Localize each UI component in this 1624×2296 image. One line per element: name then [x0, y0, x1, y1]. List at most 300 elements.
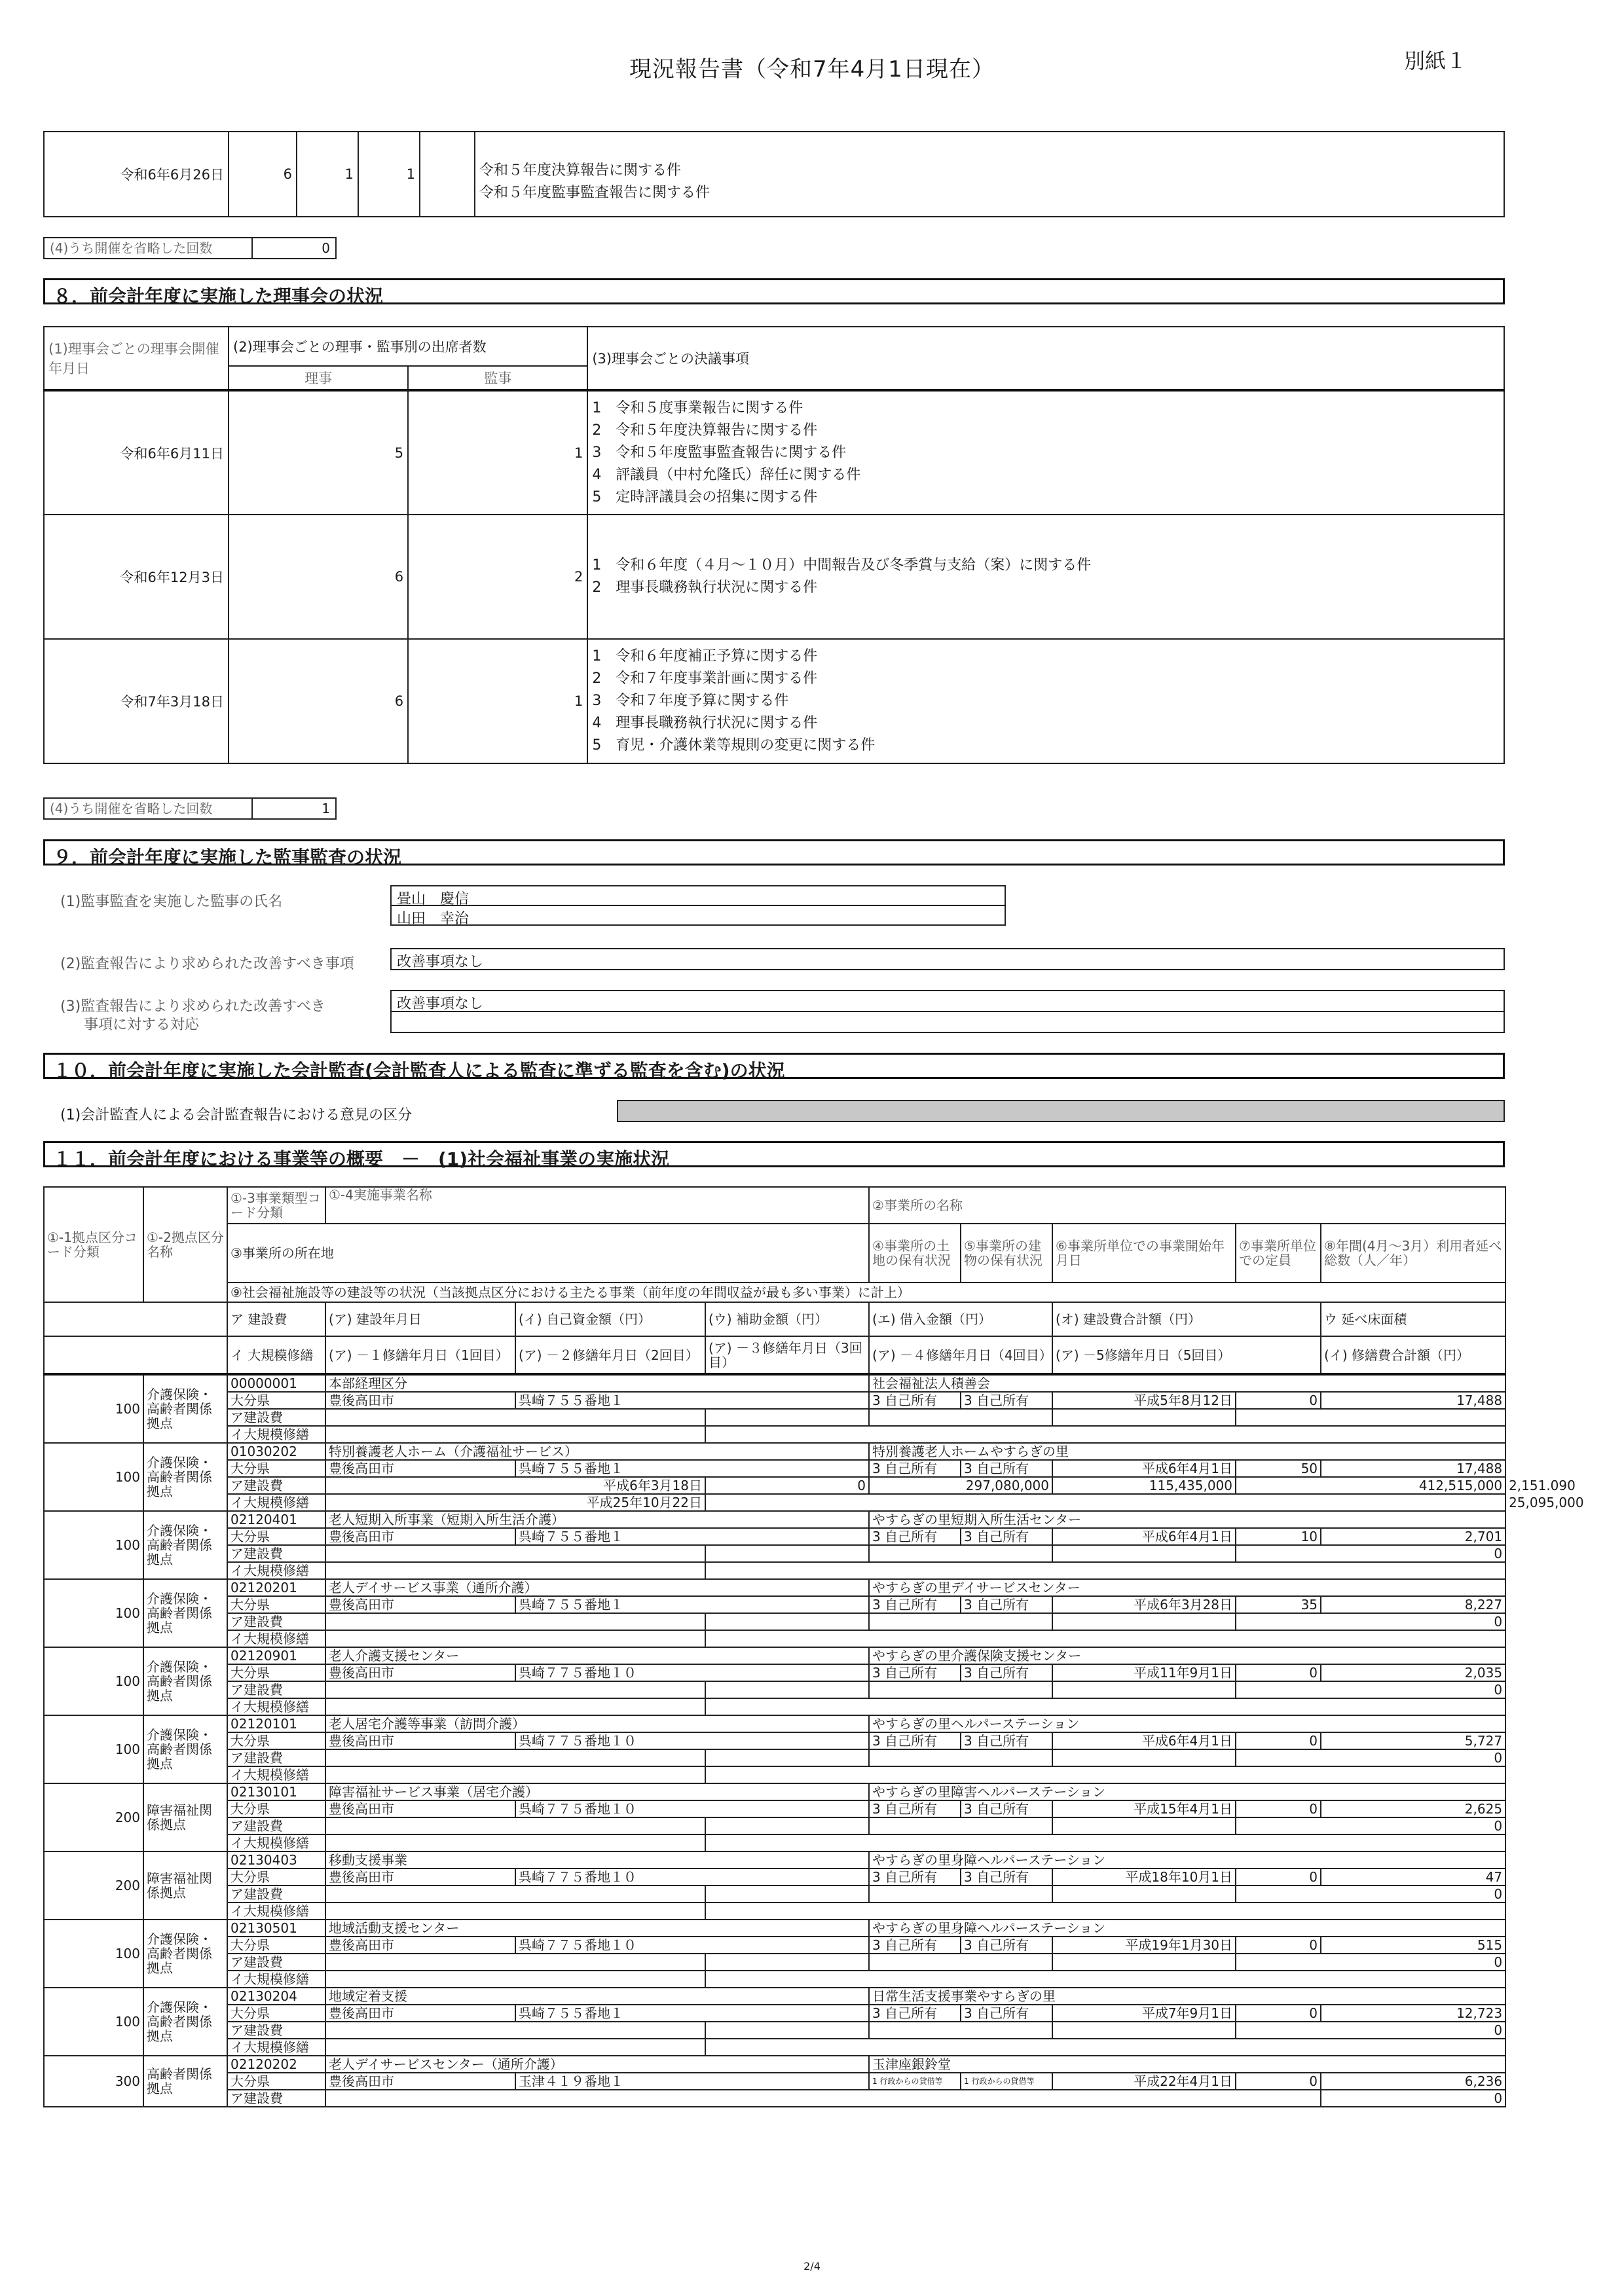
h-c3: ①-3事業類型コード分類	[227, 1187, 325, 1224]
row-users: 5,727	[1321, 1732, 1505, 1749]
sec8-table	[43, 326, 1505, 764]
row-users: 515	[1321, 1937, 1505, 1954]
sec8-item: 5 育児・介護休業等規則の変更に関する件	[592, 737, 876, 754]
row-bldg: 3 自己所有	[961, 1800, 1052, 1817]
row-a-sub	[869, 1749, 1052, 1766]
page-title: 現況報告書（令和7年4月1日現在）	[629, 56, 995, 82]
last-a-total: 0	[1321, 2090, 1505, 2107]
row-a-sub	[869, 1545, 1052, 1562]
row-land: 3 自己所有	[869, 1937, 961, 1954]
last-cc: 300	[44, 2056, 143, 2107]
row-sub-b: イ大規模修繕	[227, 1903, 325, 1920]
row-sub-b: イ大規模修繕	[227, 1834, 325, 1851]
row-a-self	[705, 1749, 869, 1766]
row-city: 豊後高田市	[325, 2005, 515, 2022]
row-office: 日常生活支援事業やすらぎの里	[869, 1988, 1505, 2005]
row-b-blank	[705, 1834, 1505, 1851]
row-b-date	[325, 1903, 705, 1920]
row-sub-b: イ大規模修繕	[227, 1562, 325, 1579]
last-blank	[325, 2090, 1321, 2107]
last-pref: 大分県	[227, 2073, 325, 2090]
row-b-date	[325, 1630, 705, 1647]
page-number: 2/4	[803, 2260, 821, 2272]
last-sub-a: ア建設費	[227, 2090, 325, 2107]
row-land: 3 自己所有	[869, 1732, 961, 1749]
row-pref: 大分県	[227, 1732, 325, 1749]
h-c2: ①-2拠点区分名称	[143, 1187, 227, 1302]
row-sub-b: イ大規模修繕	[227, 1698, 325, 1715]
row-code: 02120901	[227, 1647, 325, 1664]
row-a-self	[705, 1409, 869, 1426]
h-b6: (ア) －5修繕年月日（5回目）	[1052, 1336, 1321, 1374]
row-a-loan	[1052, 1749, 1236, 1766]
row-cc: 200	[44, 1783, 143, 1851]
row-a-sub	[869, 1817, 1052, 1834]
row-city: 豊後高田市	[325, 1732, 515, 1749]
row-biz: 老人居宅介護等事業（訪問介護）	[325, 1715, 869, 1732]
row-cn: 介護保険・高齢者関係拠点	[143, 1920, 227, 1988]
row-office: やすらぎの里身障ヘルパーステーション	[869, 1920, 1505, 1937]
sec7-items	[475, 132, 1504, 217]
row-a-self	[705, 1681, 869, 1698]
sec8-row-kanji: 1	[408, 390, 587, 515]
h-a2: (ア) 建設年月日	[325, 1302, 515, 1336]
sec8-row-items	[587, 515, 1504, 639]
row-bldg: 3 自己所有	[961, 1528, 1052, 1545]
row-biz: 老人デイサービス事業（通所介護）	[325, 1579, 869, 1596]
row-a-loan	[1052, 2022, 1236, 2039]
row-a-total: 0	[1236, 1545, 1505, 1562]
row-pref: 大分県	[227, 1528, 325, 1545]
h-a7: ウ 延べ床面積	[1321, 1302, 1505, 1336]
row-users: 2,701	[1321, 1528, 1505, 1545]
row-pref: 大分県	[227, 1596, 325, 1613]
sec8-row-date: 令和7年3月18日	[44, 639, 229, 763]
row-biz: 特別養護老人ホーム（介護福祉サービス）	[325, 1443, 869, 1460]
row-cc: 100	[44, 1647, 143, 1715]
row-start: 平成6年3月28日	[1052, 1596, 1236, 1613]
row-code: 02130101	[227, 1783, 325, 1800]
row-land: 3 自己所有	[869, 2005, 961, 2022]
sec8-h1: (1)理事会ごとの理事会開催年月日	[44, 327, 229, 390]
sec10-title: １０．前会計年度に実施した会計監査(会計監査人による監査に準ずる監査を含む)の状況	[43, 1053, 1505, 1079]
row-users: 12,723	[1321, 2005, 1505, 2022]
sec7-omit-label: (4)うち開催を省略した回数	[43, 237, 253, 259]
row-a-sub: 297,080,000	[869, 1477, 1052, 1494]
row-a-date	[325, 1409, 705, 1426]
row-a-date	[325, 1613, 705, 1630]
row-sub-a: ア建設費	[227, 2022, 325, 2039]
row-cap: 0	[1236, 1392, 1321, 1409]
row-biz: 移動支援事業	[325, 1851, 869, 1868]
sec8-item: 2 令和７年度事業計画に関する件	[592, 670, 818, 687]
row-a-self	[705, 1817, 869, 1834]
row-users: 47	[1321, 1868, 1505, 1886]
row-start: 平成11年9月1日	[1052, 1664, 1236, 1681]
row-addr: 呉崎７７５番地１０	[515, 1868, 869, 1886]
row-cn: 介護保険・高齢者関係拠点	[143, 1715, 227, 1783]
row-addr: 呉崎７５５番地１	[515, 1392, 869, 1409]
sec9-l3a: (3)監査報告により求められた改善すべき	[60, 998, 325, 1015]
row-office: やすらぎの里身障ヘルパーステーション	[869, 1851, 1505, 1868]
row-sub-b: イ大規模修繕	[227, 1971, 325, 1988]
sec11-table	[43, 1186, 1584, 2107]
row-bldg: 3 自己所有	[961, 1664, 1052, 1681]
row-sub-a: ア建設費	[227, 1409, 325, 1426]
row-biz: 地域定着支援	[325, 1988, 869, 2005]
last-city: 豊後高田市	[325, 2073, 515, 2090]
row-a-total: 0	[1236, 1817, 1505, 1834]
row-a-loan	[1052, 1681, 1236, 1698]
row-land: 3 自己所有	[869, 1460, 961, 1477]
h-a5: (エ) 借入金額（円）	[869, 1302, 1052, 1336]
row-b-blank	[705, 1766, 1505, 1783]
row-pref: 大分県	[227, 1868, 325, 1886]
sec8-item: 1 令和６年度（４月～１０月）中間報告及び冬季賞与支給（案）に関する件	[592, 557, 1092, 574]
row-biz: 老人介護支援センター	[325, 1647, 869, 1664]
h-c4: ①-4実施事業名称	[325, 1187, 869, 1224]
row-a-self: 0	[705, 1477, 869, 1494]
row-biz: 障害福祉サービス事業（居宅介護）	[325, 1783, 869, 1800]
row-b-blank	[705, 1494, 1505, 1511]
sec9-v2: 改善事項なし	[390, 948, 1505, 970]
row-cn: 介護保険・高齢者関係拠点	[143, 1443, 227, 1511]
row-code: 02120101	[227, 1715, 325, 1732]
row-sub-b: イ大規模修繕	[227, 2039, 325, 2056]
row-cc: 100	[44, 1443, 143, 1511]
sec7-n3: 1	[358, 132, 420, 217]
h-a3: (イ) 自己資金額（円）	[515, 1302, 705, 1336]
sec10-v1	[617, 1100, 1505, 1122]
h-a4: (ウ) 補助金額（円）	[705, 1302, 869, 1336]
last-code: 02120202	[227, 2056, 325, 2073]
row-a-date	[325, 1817, 705, 1834]
row-a-sub	[869, 1613, 1052, 1630]
sec8-row-items	[587, 390, 1504, 515]
row-city: 豊後高田市	[325, 1664, 515, 1681]
row-biz: 地域活動支援センター	[325, 1920, 869, 1937]
row-b-date: 平成25年10月22日	[325, 1494, 705, 1511]
h-a1: ア 建設費	[227, 1302, 325, 1336]
row-sub-a: ア建設費	[227, 1817, 325, 1834]
row-a-loan	[1052, 1409, 1236, 1426]
row-a-total: 0	[1236, 1681, 1505, 1698]
sec8-item: 1 令和５度事業報告に関する件	[592, 399, 803, 416]
row-cap: 0	[1236, 1937, 1321, 1954]
row-a-total: 0	[1236, 1749, 1505, 1766]
row-sub-b: イ大規模修繕	[227, 1426, 325, 1443]
sec8-row-kanji: 1	[408, 639, 587, 763]
sec7-blank	[420, 132, 475, 217]
row-sub-a: ア建設費	[227, 1613, 325, 1630]
sec9-l2: (2)監査報告により求められた改善すべき事項	[60, 956, 354, 972]
last-bldg: 1 行政からの貸借等	[961, 2073, 1052, 2090]
h-b7: (イ) 修繕費合計額（円）	[1321, 1336, 1505, 1374]
sec8-h2a: 理事	[229, 366, 408, 390]
h-c12: ⑨社会福祉施設等の建設等の状況（当該拠点区分における主たる事業（前年度の年間収益が最も多い事業）に計上）	[227, 1283, 1505, 1302]
row-cn: 介護保険・高齢者関係拠点	[143, 1647, 227, 1715]
row-office: やすらぎの里短期入所生活センター	[869, 1511, 1505, 1528]
sec8-omit	[43, 797, 337, 820]
row-cc: 100	[44, 1715, 143, 1783]
row-cn: 障害福祉関係拠点	[143, 1851, 227, 1920]
last-start: 平成22年4月1日	[1052, 2073, 1236, 2090]
row-sub-b: イ大規模修繕	[227, 1766, 325, 1783]
sec8-row-kanji: 2	[408, 515, 587, 639]
row-cap: 0	[1236, 1732, 1321, 1749]
row-start: 平成19年1月30日	[1052, 1937, 1236, 1954]
sec8-item: 2 令和５年度決算報告に関する件	[592, 422, 818, 439]
row-cap: 10	[1236, 1528, 1321, 1545]
row-cc: 100	[44, 1511, 143, 1579]
sec8-item: 2 理事長職務執行状況に関する件	[592, 579, 818, 596]
row-a-date	[325, 1749, 705, 1766]
row-land: 3 自己所有	[869, 1596, 961, 1613]
h-c9: ⑥事業所単位での事業開始年月日	[1052, 1224, 1236, 1283]
last-addr: 玉津４１９番地１	[515, 2073, 869, 2090]
annex-label: 別紙１	[1403, 48, 1467, 73]
row-a-self	[705, 2022, 869, 2039]
sec11-body: 100 介護保険・高齢者関係拠点 00000001 本部経理区分 社会福祉法人積善会 大分県 豊後高田市 呉崎７５５番地１ 3 自己所有 3 自己所有 平成5年8月12日 0 17,488 ア建設費 イ大規模修繕 100 介護保険・高齢者関係拠点 01030202 特別養護老人ホーム（介護福祉サービス） 特別養護老人ホームやすらぎの里 大分県 豊後高田市 呉崎７５５番地１ 3 自己所有 3 自己所有 平成6年4月1日 50 17,488 ア建設費 平成6年3月18日 0 297,080,000 115,435,000 412,515,000 2,151.090 イ大規模修繕 平成25年10月22日 25,095,000 100 介護保険・高齢者関係拠点 02120401 老人短期入所事業（短期入所生活介護） やすらぎの里短期入所生活センター 大分県 豊後高田市 呉崎７５５番地１ 3 自己所有 3 自己所有 平成6年4月1日 10 2,701 ア建設費 0 イ大規模修繕 100 介護保険・高齢者関係拠点 02120201 老人デイサービス事業（通所介護） やすらぎの里デイサービスセンター 大分県 豊後高田市 呉崎７５５番地１ 3 自己所有 3 自己所有 平成6年3月28日 35 8,227 ア建設費 0 イ大規模修繕 100 介護保険・高齢者関係拠点 02120901 老人介護支援センター やすらぎの里介護保険支援センター 大分県 豊後高田市 呉崎７７５番地１０ 3 自己所有 3 自己所有 平成11年9月1日 0 2,035 ア建設費 0 イ大規模修繕 100 介護保険・高齢者関係拠点 02120101 老人居宅介護等事業（訪問介護） やすらぎの里ヘルパーステーション 大分県 豊後高田市 呉崎７７５番地１０ 3 自己所有 3 自己所有 平成6年4月1日 0 5,727 ア建設費 0 イ大規模修繕 200 障害福祉関係拠点 02130101 障害福祉サービス事業（居宅介護） やすらぎの里障害ヘルパーステーション 大分県 豊後高田市 呉崎７７５番地１０ 3 自己所有 3 自己所有 平成15年4月1日 0 2,625 ア建設費 0 イ大規模修繕 200 障害福祉関係拠点 02130403 移動支援事業 やすらぎの里身障ヘルパーステーション 大分県 豊後高田市 呉崎７７５番地１０ 3 自己所有 3 自己所有 平成18年10月1日 0 47 ア建設費 0 イ大規模修繕 100 介護保険・高齢者関係拠点 02130501 地域活動支援センター やすらぎの里身障ヘルパーステーション 大分県 豊後高田市 呉崎７７５番地１０ 3 自己所有 3 自己所有 平成19年1月30日 0 515 ア建設費 0 イ大規模修繕 100 介護保険・高齢者関係拠点 02130204 地域定着支援 日常生活支援事業やすらぎの里 大分県 豊後高田市 呉崎７５５番地１ 3 自己所有 3 自己所有 平成7年9月1日 0 12,723 ア建設費 0 イ大規模修繕	[44, 1374, 1505, 2056]
sec8-item: 3 令和７年度予算に関する件	[592, 693, 789, 709]
row-b-blank	[705, 1562, 1505, 1579]
row-addr: 呉崎７５５番地１	[515, 1596, 869, 1613]
sec8-h2b: 監事	[408, 366, 587, 390]
last-users: 6,236	[1321, 2073, 1505, 2090]
row-cn: 障害福祉関係拠点	[143, 1783, 227, 1851]
row-b-date	[325, 1562, 705, 1579]
row-a-date: 平成6年3月18日	[325, 1477, 705, 1494]
sec9-l3b: 事項に対する対応	[84, 1017, 200, 1033]
row-pref: 大分県	[227, 1460, 325, 1477]
h-c1: ①-1拠点区分コード分類	[44, 1187, 143, 1302]
row-office: やすらぎの里障害ヘルパーステーション	[869, 1783, 1505, 1800]
row-a-sub	[869, 1886, 1052, 1903]
row-pref: 大分県	[227, 1800, 325, 1817]
row-addr: 呉崎７７５番地１０	[515, 1937, 869, 1954]
row-code: 00000001	[227, 1374, 325, 1392]
row-code: 02130403	[227, 1851, 325, 1868]
h-c8: ⑤事業所の建物の保有状況	[961, 1224, 1052, 1283]
row-bldg: 3 自己所有	[961, 1732, 1052, 1749]
row-city: 豊後高田市	[325, 1868, 515, 1886]
row-sub-a: ア建設費	[227, 1477, 325, 1494]
row-cap: 35	[1236, 1596, 1321, 1613]
row-a-loan	[1052, 1817, 1236, 1834]
sec7-n2: 1	[297, 132, 358, 217]
row-sub-a: ア建設費	[227, 1749, 325, 1766]
last-cap: 0	[1236, 2073, 1321, 2090]
sec7-date: 令和6年6月26日	[44, 132, 229, 217]
row-code: 02120201	[227, 1579, 325, 1596]
sec8-title: ８．前会計年度に実施した理事会の状況	[43, 278, 1505, 304]
row-cap: 0	[1236, 2005, 1321, 2022]
h-blank	[44, 1336, 227, 1374]
sec8-item: 3 令和５年度監事監査報告に関する件	[592, 444, 847, 461]
row-pref: 大分県	[227, 2005, 325, 2022]
h-b2: (ア) －１修繕年月日（1回目）	[325, 1336, 515, 1374]
row-land: 3 自己所有	[869, 1664, 961, 1681]
row-cn: 介護保険・高齢者関係拠点	[143, 1579, 227, 1647]
row-b-blank	[705, 2039, 1505, 2056]
h-b5: (ア) －４修繕年月日（4回目）	[869, 1336, 1052, 1374]
sec9-name-2: 山田 幸治	[390, 905, 1006, 926]
row-city: 豊後高田市	[325, 1596, 515, 1613]
row-a-date	[325, 2022, 705, 2039]
sec8-item: 5 定時評議員会の招集に関する件	[592, 488, 818, 505]
sec9-l1: (1)監事監査を実施した監事の氏名	[60, 894, 283, 910]
row-a-date	[325, 1954, 705, 1971]
row-a-sub	[869, 1681, 1052, 1698]
row-b-date	[325, 2039, 705, 2056]
row-a-self	[705, 1954, 869, 1971]
row-code: 02120401	[227, 1511, 325, 1528]
row-a-loan	[1052, 1545, 1236, 1562]
row-addr: 呉崎７５５番地１	[515, 2005, 869, 2022]
sec8-item: 1 令和６年度補正予算に関する件	[592, 648, 818, 665]
row-a-self	[705, 1886, 869, 1903]
row-a-loan	[1052, 1613, 1236, 1630]
row-b-date	[325, 1766, 705, 1783]
row-land: 3 自己所有	[869, 1528, 961, 1545]
row-bldg: 3 自己所有	[961, 1392, 1052, 1409]
row-cn: 介護保険・高齢者関係拠点	[143, 1374, 227, 1443]
row-b-blank	[705, 1971, 1505, 1988]
sec11-last-block	[44, 2056, 1505, 2107]
last-biz: 老人デイサービスセンター（通所介護）	[325, 2056, 869, 2073]
row-land: 3 自己所有	[869, 1868, 961, 1886]
sec10-l1: (1)会計監査人による会計監査報告における意見の区分	[60, 1107, 413, 1123]
row-cc: 100	[44, 1374, 143, 1443]
row-cap: 50	[1236, 1460, 1321, 1477]
row-pref: 大分県	[227, 1664, 325, 1681]
sec8-item: 4 評議員（中村允隆氏）辞任に関する件	[592, 466, 861, 483]
h-c6: ③事業所の所在地	[227, 1224, 869, 1283]
row-pref: 大分県	[227, 1392, 325, 1409]
sec8-row-riji: 6	[229, 639, 408, 763]
row-a-total	[1236, 1409, 1505, 1426]
row-bldg: 3 自己所有	[961, 2005, 1052, 2022]
row-b-date	[325, 1971, 705, 1988]
row-users: 17,488	[1321, 1392, 1505, 1409]
row-addr: 呉崎７７５番地１０	[515, 1800, 869, 1817]
row-pref: 大分県	[227, 1937, 325, 1954]
sec7-omit	[43, 237, 337, 259]
row-a-date	[325, 1681, 705, 1698]
row-cc: 100	[44, 1579, 143, 1647]
row-office: 社会福祉法人積善会	[869, 1374, 1505, 1392]
row-code: 01030202	[227, 1443, 325, 1460]
row-addr: 呉崎７５５番地１	[515, 1460, 869, 1477]
sec8-row-date: 令和6年6月11日	[44, 390, 229, 515]
row-office: 特別養護老人ホームやすらぎの里	[869, 1443, 1505, 1460]
row-office: やすらぎの里デイサービスセンター	[869, 1579, 1505, 1596]
row-office: やすらぎの里介護保険支援センター	[869, 1647, 1505, 1664]
row-a-total: 0	[1236, 2022, 1505, 2039]
row-addr: 呉崎７７５番地１０	[515, 1664, 869, 1681]
h-c5: ②事業所の名称	[869, 1187, 1505, 1224]
sec7-item: 令和５年度決算報告に関する件	[479, 162, 682, 179]
row-addr: 呉崎７７５番地１０	[515, 1732, 869, 1749]
sec8-h3: (3)理事会ごとの決議事項	[587, 327, 1504, 390]
row-a-self	[705, 1545, 869, 1562]
row-a-date	[325, 1545, 705, 1562]
row-sub-a: ア建設費	[227, 1681, 325, 1698]
row-a-total: 412,515,000	[1236, 1477, 1505, 1494]
row-cn: 介護保険・高齢者関係拠点	[143, 1988, 227, 2056]
row-a-total: 0	[1236, 1954, 1505, 1971]
row-cap: 0	[1236, 1800, 1321, 1817]
row-start: 平成6年4月1日	[1052, 1528, 1236, 1545]
row-b-date	[325, 1426, 705, 1443]
row-start: 平成15年4月1日	[1052, 1800, 1236, 1817]
row-city: 豊後高田市	[325, 1528, 515, 1545]
row-b-blank	[705, 1903, 1505, 1920]
row-b-blank	[705, 1698, 1505, 1715]
row-city: 豊後高田市	[325, 1937, 515, 1954]
row-a-loan	[1052, 1954, 1236, 1971]
h-c11: ⑧年間(4月～3月）利用者延べ総数（人／年）	[1321, 1224, 1505, 1283]
last-cn: 高齢者関係拠点	[143, 2056, 227, 2107]
row-cap: 0	[1236, 1664, 1321, 1681]
sec11-title: １１．前会計年度における事業等の概要 － (1)社会福祉事業の実施状況	[43, 1141, 1505, 1167]
row-a-sub	[869, 1409, 1052, 1426]
sec8-row-items	[587, 639, 1504, 763]
last-land: 1 行政からの貸借等	[869, 2073, 961, 2090]
row-cc: 100	[44, 1988, 143, 2056]
row-start: 平成6年4月1日	[1052, 1460, 1236, 1477]
h-b1: イ 大規模修繕	[227, 1336, 325, 1374]
sec8-item: 4 理事長職務執行状況に関する件	[592, 715, 818, 731]
row-a-self	[705, 1613, 869, 1630]
row-bldg: 3 自己所有	[961, 1460, 1052, 1477]
row-start: 平成5年8月12日	[1052, 1392, 1236, 1409]
row-sub-b: イ大規模修繕	[227, 1494, 325, 1511]
row-city: 豊後高田市	[325, 1392, 515, 1409]
sec8-row-riji: 6	[229, 515, 408, 639]
row-bldg: 3 自己所有	[961, 1937, 1052, 1954]
row-sub-a: ア建設費	[227, 1954, 325, 1971]
row-cc: 100	[44, 1920, 143, 1988]
row-a-sub	[869, 1954, 1052, 1971]
last-office: 玉津座銀鈴堂	[869, 2056, 1505, 2073]
sec7-n1: 6	[229, 132, 297, 217]
row-addr: 呉崎７５５番地１	[515, 1528, 869, 1545]
row-b-date	[325, 1698, 705, 1715]
row-office: やすらぎの里ヘルパーステーション	[869, 1715, 1505, 1732]
row-code: 02130501	[227, 1920, 325, 1937]
sec7-tail-table	[43, 131, 1505, 217]
sec7-omit-value: 0	[253, 237, 337, 259]
row-cc: 200	[44, 1851, 143, 1920]
row-sub-a: ア建設費	[227, 1886, 325, 1903]
row-b-date	[325, 1834, 705, 1851]
row-b-blank	[705, 1630, 1505, 1647]
sec7-item: 令和５年度監事監査報告に関する件	[479, 185, 710, 201]
row-users: 2,035	[1321, 1664, 1505, 1681]
sec11-header	[44, 1187, 1505, 1374]
row-users: 8,227	[1321, 1596, 1505, 1613]
row-sub-b: イ大規模修繕	[227, 1630, 325, 1647]
row-land: 3 自己所有	[869, 1392, 961, 1409]
sec8-omit-value: 1	[253, 797, 337, 820]
row-a-sub	[869, 2022, 1052, 2039]
sec8-omit-label: (4)うち開催を省略した回数	[43, 797, 253, 820]
h-blank	[44, 1302, 227, 1336]
row-b-blank	[705, 1426, 1505, 1443]
row-a-loan	[1052, 1886, 1236, 1903]
row-bldg: 3 自己所有	[961, 1596, 1052, 1613]
